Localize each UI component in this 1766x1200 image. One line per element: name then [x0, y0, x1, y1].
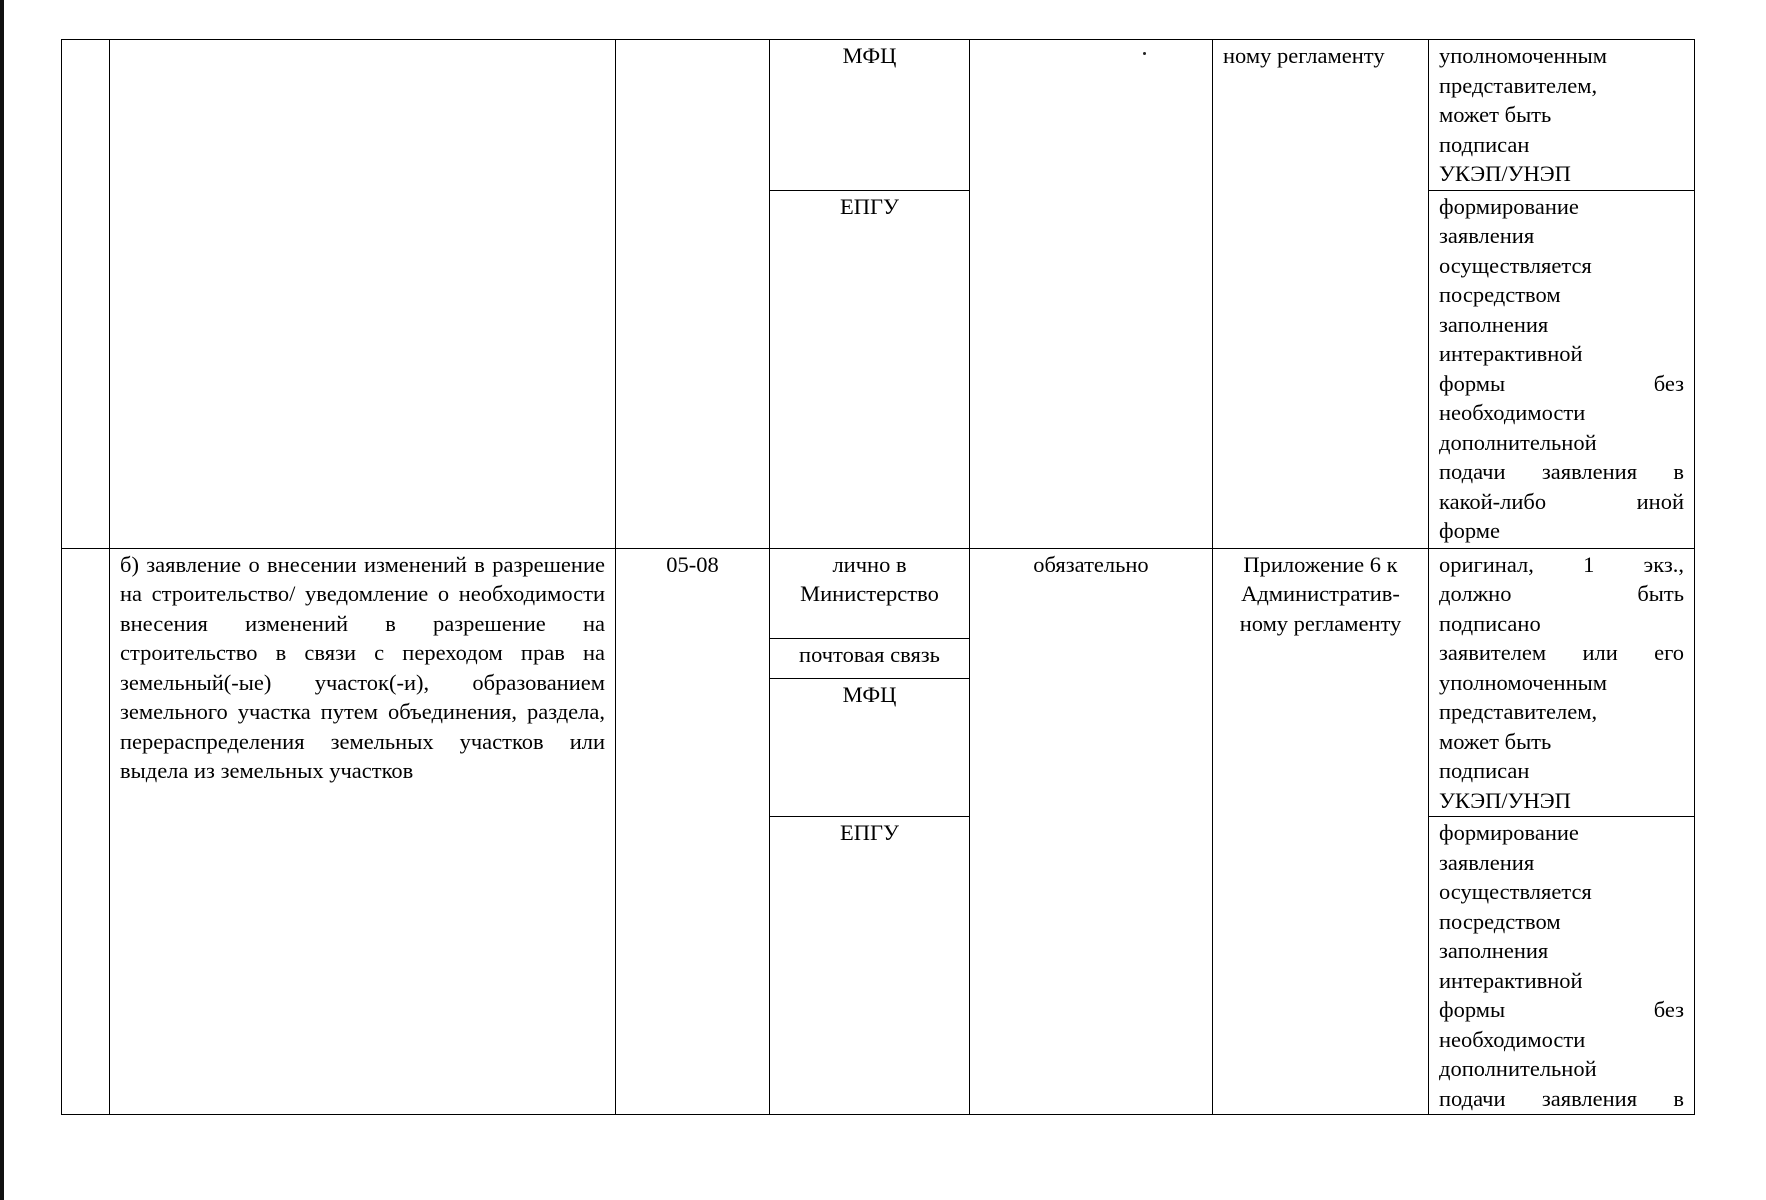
channel-label: ЕПГУ	[840, 193, 899, 219]
document-cell	[110, 40, 616, 549]
channel-cell	[770, 548, 970, 639]
index-cell	[62, 548, 110, 1115]
requirement-text: обязательно	[1033, 551, 1149, 577]
template-cell	[1213, 40, 1429, 549]
requirement-cell	[970, 548, 1213, 1115]
code-cell	[616, 40, 770, 549]
channel-label: МФЦ	[842, 43, 897, 68]
note-line: оригинал, 1 экз.,	[1439, 551, 1684, 577]
note-line: заполнения	[1439, 938, 1549, 963]
note-line: посредством	[1439, 282, 1561, 307]
channel-cell	[770, 40, 970, 191]
note-line: уполномоченным	[1439, 43, 1607, 68]
channel-label: МФЦ	[842, 682, 897, 708]
notes-cell	[1429, 40, 1695, 191]
note-line: подачи заявления в	[1439, 459, 1684, 484]
note-line: необходимости	[1439, 1026, 1586, 1052]
document-cell	[110, 548, 616, 1115]
note-line: может быть	[1439, 102, 1552, 127]
template-text: ному регламенту	[1223, 43, 1385, 68]
document-title: б) заявление о внесении изменений в разрешение на строительство/ уведомление о необходимости внесения изменений в разрешение на строительство в связи с переходом прав на земельный(-ые) участок(-и), образованием земельного участка путем объединения, раздела, перераспределения земельных участков или выдела из земельных участков	[120, 551, 605, 783]
note-line: представителем,	[1439, 699, 1598, 724]
requirement-cell	[970, 40, 1213, 549]
note-line: форме	[1439, 518, 1500, 543]
channel-cell	[770, 190, 970, 548]
note-line: необходимости	[1439, 400, 1586, 425]
note-line: осуществляется	[1439, 879, 1592, 904]
note-line: подписан	[1439, 131, 1530, 157]
note-line: подписано	[1439, 610, 1541, 636]
note-line: заявителем или его	[1439, 640, 1684, 665]
notes-cell	[1429, 817, 1695, 1115]
note-line: может быть	[1439, 728, 1552, 754]
note-line: подачи заявления в	[1439, 1085, 1684, 1111]
note-line: интерактивной	[1439, 967, 1583, 993]
template-cell	[1213, 548, 1429, 1115]
note-line: представителем,	[1439, 72, 1598, 98]
channel-label: ЕПГУ	[840, 820, 899, 845]
notes-cell	[1429, 548, 1695, 817]
table-row	[62, 548, 1695, 639]
note-line: заявления	[1439, 849, 1535, 875]
channel-cell	[770, 817, 970, 1115]
note-line: формы без	[1439, 997, 1684, 1022]
code-cell	[616, 548, 770, 1115]
note-line: уполномоченным	[1439, 669, 1607, 695]
table-row	[62, 40, 1695, 191]
note-line: формы без	[1439, 370, 1684, 396]
channel-label: лично в Министерство	[800, 551, 939, 606]
note-line: формирование	[1439, 193, 1579, 219]
note-line: дополнительной	[1439, 429, 1597, 455]
note-line: подписан	[1439, 758, 1530, 783]
document-code: 05-08	[666, 551, 719, 577]
note-line: осуществляется	[1439, 252, 1592, 278]
template-text: Приложение 6 к Административ-ному регламенту	[1239, 551, 1402, 636]
channel-label: почтовая связь	[799, 642, 940, 667]
note-line: УКЭП/УНЭП	[1439, 161, 1571, 186]
note-line: дополнительной	[1439, 1056, 1597, 1081]
note-line: заполнения	[1439, 311, 1549, 337]
channel-cell	[770, 639, 970, 679]
note-line: должно быть	[1439, 581, 1684, 606]
channel-cell	[770, 679, 970, 817]
note-line: какой-либо иной	[1439, 488, 1684, 514]
scan-speck	[1143, 52, 1146, 55]
note-line: интерактивной	[1439, 341, 1583, 366]
note-line: УКЭП/УНЭП	[1439, 787, 1571, 813]
documents-table	[61, 39, 1695, 1115]
note-line: посредством	[1439, 908, 1561, 934]
note-line: заявления	[1439, 223, 1535, 248]
note-line: формирование	[1439, 820, 1579, 845]
index-cell	[62, 40, 110, 549]
notes-cell	[1429, 190, 1695, 548]
